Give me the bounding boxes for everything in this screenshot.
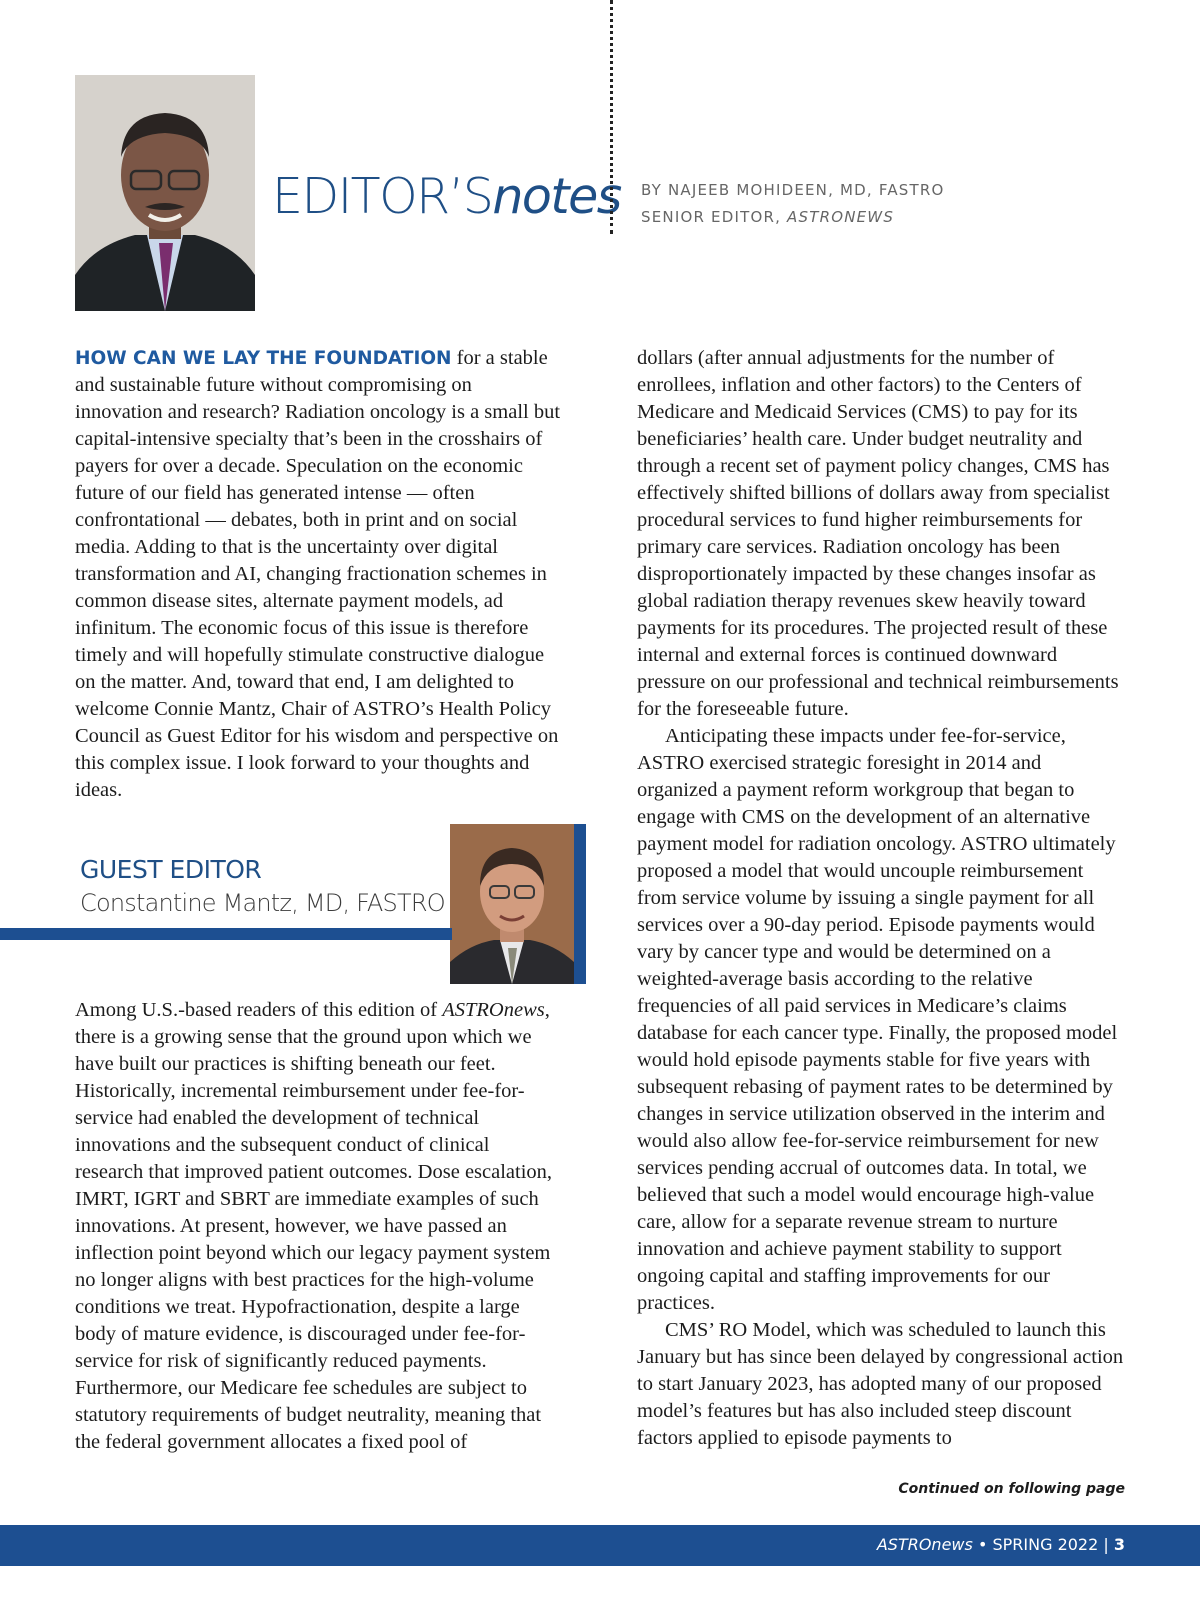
continued-link[interactable]: Continued on following page	[898, 1481, 1125, 1497]
byline-author: BY NAJEEB MOHIDEEN, MD, FASTRO	[641, 181, 945, 199]
article-paragraph: Anticipating these impacts under fee-for-service, ASTRO exercised strategic foresight in 2014 and organized a payment reform workgroup that began to engage with CMS on the development of an alternative payment model for radiation oncology. ASTRO ultimately proposed a model that would uncouple reimbursement from service volume by issuing a single payment for all services over a 90-day period. Episode payments would vary by cancer type and would be determined on a weighted-average basis according to the relative frequencies of all paid services in Medicare’s claims database for each cancer type. Finally, the proposed model would hold episode payments stable for five years with subsequent rebasing of payment rates to be determined by changes in service utilization observed in the interim and would also allow fee-for-service reimbursement for new services pending accrual of outcomes data. In total, we believed that such a model would encourage high-value care, allow for a separate revenue stream to nurture innovation and achieve payment stability to support ongoing capital and staffing improvements for our practices.	[637, 725, 1118, 1314]
footer-bar	[0, 1525, 1200, 1566]
header-divider	[610, 0, 613, 234]
page-number: 3	[1113, 1535, 1125, 1554]
intro-paragraph: HOW CAN WE LAY THE FOUNDATION for a stable and sustainable future without compromising on innovation and research? Radiation oncology is a small but capital-intensive specialty that’s been in the crosshairs of payers for over a decade. Speculation on the economic future of our field has generated intense — often confrontational — debates, both in print and on social media. Adding to that is the uncertainty over digital transformation and AI, changing fractionation schemes in common disease sites, alternate payment models, ad infinitum. The economic focus of this issue is therefore timely and will hopefully stimulate constructive dialogue on the matter. And, toward that end, I am delighted to welcome Connie Mantz, Chair of ASTRO’s Health Policy Council as Guest Editor for his wisdom and perspective on this complex issue. I look forward to your thoughts and ideas.	[75, 347, 561, 801]
intro-column	[75, 345, 562, 804]
footer-text	[877, 1533, 1125, 1557]
guest-rule	[0, 928, 452, 940]
footer-separator: |	[1103, 1535, 1109, 1554]
article-paragraph: Among U.S.-based readers of this edition of ASTROnews, there is a growing sense that the ground upon which we have built our practices is shifting beneath our feet. Historically, incremental reimbursement under fee-for-service had enabled the development of technical innovations and the subsequent conduct of clinical research that improved patient outcomes. Dose escalation, IMRT, IGRT and SBRT are immediate examples of such innovations. At present, however, we have passed an inflection point beyond which our legacy payment system no longer aligns with best practices for the high-volume conditions we treat. Hypofractionation, despite a large body of mature evidence, is discouraged under fee-for-service for risk of significantly reduced payments. Furthermore, our Medicare fee schedules are subject to statutory requirements of budget neutrality, meaning that the federal government allocates a fixed pool of	[75, 999, 553, 1453]
byline	[641, 177, 945, 231]
intro-lead: HOW CAN WE LAY THE FOUNDATION	[75, 348, 452, 369]
guest-editor-label: GUEST EDITOR	[80, 855, 262, 884]
footer-issue: SPRING 2022	[992, 1535, 1099, 1554]
article-paragraph: dollars (after annual adjustments for the number of enrollees, inflation and other factors) to the Centers of Medicare and Medicaid Services (CMS) to pay for its beneficiaries’ health care. Under budget neutrality and through a recent set of payment policy changes, CMS has effectively shifted billions of dollars away from specialist procedural services to fund higher reimbursements for primary care services. Radiation oncology has been disproportionately impacted by these changes insofar as global radiation therapy revenues skew heavily toward payments for its procedures. The projected result of these internal and external forces is continued downward pressure on our professional and technical reimbursements for the foreseeable future.	[637, 347, 1119, 720]
guest-editor-photo	[450, 824, 574, 984]
byline-role: SENIOR EDITOR, ASTRONEWS	[641, 208, 895, 226]
footer-bullet: •	[977, 1535, 988, 1554]
footer-publication: ASTROnews	[876, 1535, 973, 1554]
article-paragraph: CMS’ RO Model, which was scheduled to launch this January but has since been delayed by congressional action to start January 2023, has adopted many of our proposed model’s features but has also included steep discount factors applied to episode payments to	[637, 1319, 1124, 1449]
section-title: EDITOR’Snotes	[272, 168, 621, 225]
article-column-right	[637, 345, 1126, 1452]
article-column-left	[75, 997, 562, 1456]
senior-editor-photo	[75, 75, 255, 311]
guest-editor-name: Constantine Mantz, MD, FASTRO	[80, 889, 445, 917]
